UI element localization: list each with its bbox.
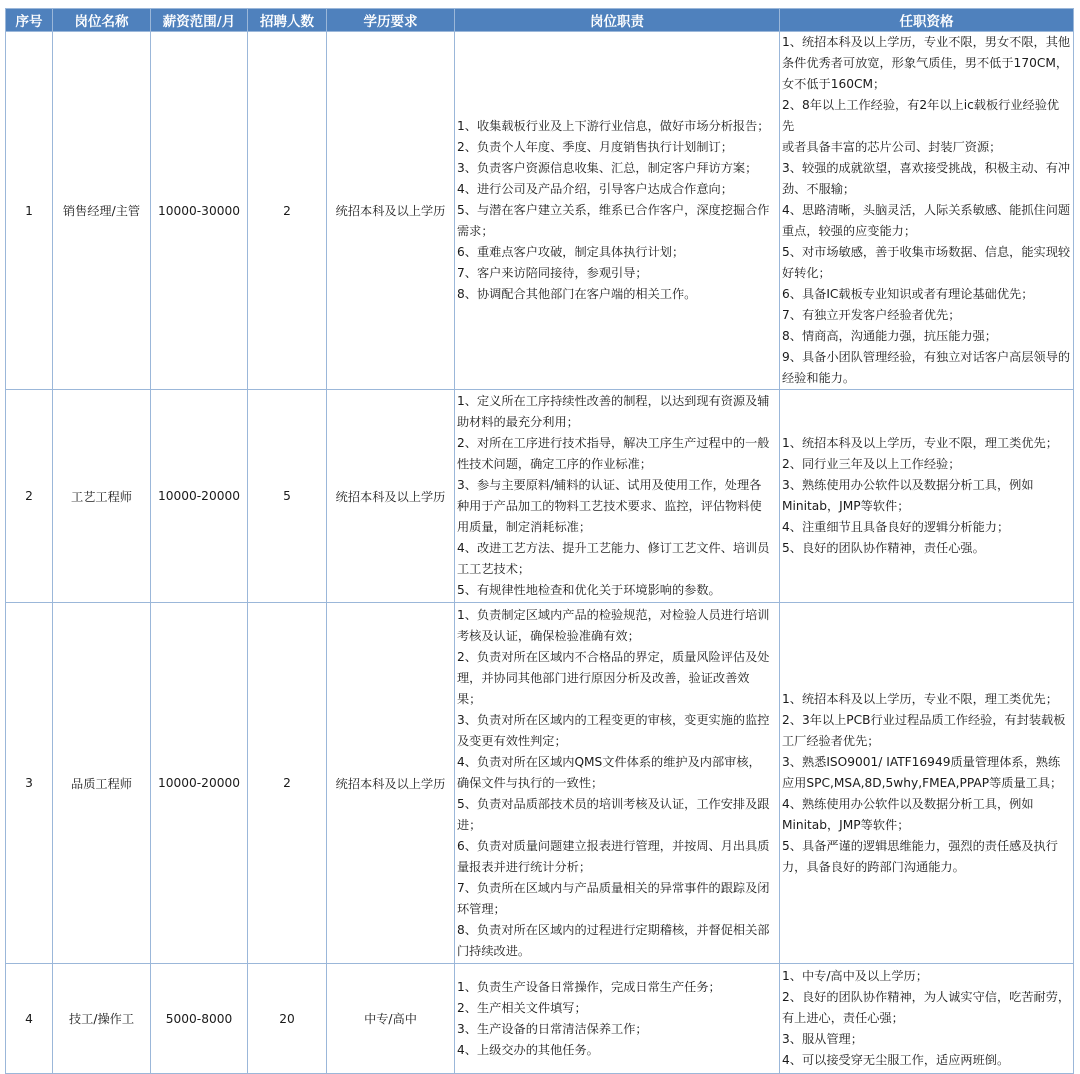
education-requirement: 中专/高中 [327, 964, 455, 1074]
salary-range: 10000-30000 [151, 32, 248, 390]
header-no: 序号 [6, 9, 53, 32]
education-requirement: 统招本科及以上学历 [327, 603, 455, 964]
headcount: 2 [248, 603, 327, 964]
requirement-line: 有上进心，责任心强； [782, 1011, 904, 1025]
duty-line: 1、负责生产设备日常操作，完成日常生产任务； [457, 979, 721, 994]
duty-line: 及变更有效性判定； [457, 733, 567, 748]
duty-line: 3、负责对所在区域内的工程变更的审核，变更实施的监控 [457, 712, 770, 727]
requirement-line: 5、良好的团队协作精神，责任心强。 [782, 541, 985, 555]
duty-line: 4、进行公司及产品介绍，引导客户达成合作意向； [457, 182, 733, 196]
requirement-line: 3、服从管理； [782, 1032, 863, 1046]
duty-line: 量报表并进行统计分析； [457, 859, 592, 874]
header-salary: 薪资范围/月 [151, 9, 248, 32]
duty-line: 3、生产设备的日常清洁保养工作； [457, 1021, 648, 1036]
row-number: 4 [6, 964, 53, 1074]
header-count: 招聘人数 [248, 9, 327, 32]
duty-line: 2、负责对所在区域内不合格品的界定，质量风险评估及处 [457, 649, 770, 664]
job-title: 工艺工程师 [53, 390, 151, 603]
table-row [6, 603, 1074, 964]
duty-line: 8、协调配合其他部门在客户端的相关工作。 [457, 287, 697, 301]
requirement-line: 经验和能力。 [782, 371, 856, 385]
table-body [6, 32, 1074, 1074]
requirement-line: 2、3年以上PCB行业过程品质工作经验，有封装载板 [782, 712, 1066, 727]
job-duties [455, 390, 780, 603]
job-duties [455, 603, 780, 964]
requirement-line: 1、统招本科及以上学历，专业不限，理工类优先； [782, 691, 1058, 706]
row-number: 1 [6, 32, 53, 390]
requirement-line: 5、对市场敏感，善于收集市场数据、信息，能实现较 [782, 245, 1071, 259]
job-duties [455, 964, 780, 1074]
requirement-line: Minitab，JMP等软件； [782, 499, 910, 513]
salary-range: 5000-8000 [151, 964, 248, 1074]
duty-line: 3、参与主要原料/辅料的认证、试用及使用工作，处理各 [457, 478, 762, 492]
headcount: 20 [248, 964, 327, 1074]
duty-line: 环管理； [457, 901, 506, 916]
row-number: 3 [6, 603, 53, 964]
header-requirements: 任职资格 [780, 9, 1074, 32]
duty-line: 考核及认证，确保检验准确有效； [457, 628, 640, 643]
header-education: 学历要求 [327, 9, 455, 32]
requirement-line: Minitab，JMP等软件； [782, 817, 910, 832]
duty-line: 5、负责对品质部技术员的培训考核及认证，工作安排及跟 [457, 796, 770, 811]
requirement-line: 7、有独立开发客户经验者优先； [782, 308, 961, 322]
duty-line: 6、重难点客户攻破，制定具体执行计划； [457, 245, 685, 259]
duty-line: 5、有规律性地检查和优化关于环境影响的参数。 [457, 583, 721, 597]
requirement-line: 劲、不服输； [782, 182, 856, 196]
header-duties: 岗位职责 [455, 9, 780, 32]
duty-line: 5、与潜在客户建立关系，维系已合作客户，深度挖掘合作 [457, 203, 770, 217]
requirement-line: 4、熟练使用办公软件以及数据分析工具，例如 [782, 796, 1034, 811]
job-requirements [780, 603, 1074, 964]
recruitment-table [5, 8, 1074, 1074]
requirement-line: 3、熟练使用办公软件以及数据分析工具，例如 [782, 478, 1034, 492]
job-title: 技工/操作工 [53, 964, 151, 1074]
duty-line: 4、上级交办的其他任务。 [457, 1042, 599, 1057]
duty-line: 用质量，制定消耗标准； [457, 520, 592, 534]
duty-line: 门持续改进。 [457, 943, 531, 958]
duty-line: 性技术问题，确定工序的作业标准； [457, 457, 652, 471]
duty-line: 理，并协同其他部门进行原因分析及改善，验证改善效 [457, 670, 750, 685]
job-requirements [780, 32, 1074, 390]
headcount: 2 [248, 32, 327, 390]
duty-line: 工工艺技术； [457, 562, 531, 576]
job-title: 品质工程师 [53, 603, 151, 964]
duty-line: 助材料的最充分利用； [457, 415, 579, 429]
requirement-line: 重点，较强的应变能力； [782, 224, 917, 238]
duty-line: 4、负责对所在区域内QMS文件体系的维护及内部审核， [457, 754, 761, 769]
requirement-line: 2、8年以上工作经验，有2年以上ic载板行业经验优先 [782, 98, 1060, 133]
requirement-line: 应用SPC,MSA,8D,5why,FMEA,PPAP等质量工具； [782, 775, 1063, 790]
duty-line: 6、负责对质量问题建立报表进行管理，并按周、月出具质 [457, 838, 770, 853]
requirement-line: 2、同行业三年及以上工作经验； [782, 457, 961, 471]
duty-line: 1、负责制定区域内产品的检验规范，对检验人员进行培训 [457, 607, 770, 622]
duty-line: 需求； [457, 224, 494, 238]
requirement-line: 力，具备良好的跨部门沟通能力。 [782, 859, 965, 874]
table-row [6, 32, 1074, 390]
duty-line: 7、客户来访陪同接待，参观引导； [457, 266, 648, 280]
job-requirements [780, 964, 1074, 1074]
duty-line: 8、负责对所在区域内的过程进行定期稽核，并督促相关部 [457, 922, 770, 937]
requirement-line: 8、情商高，沟通能力强，抗压能力强； [782, 329, 997, 343]
requirement-line: 4、可以接受穿无尘服工作，适应两班倒。 [782, 1053, 1010, 1067]
education-requirement: 统招本科及以上学历 [327, 390, 455, 603]
requirement-line: 3、熟悉ISO9001/ IATF16949质量管理体系，熟练 [782, 754, 1061, 769]
row-number: 2 [6, 390, 53, 603]
duty-line: 确保文件与执行的一致性； [457, 775, 604, 790]
requirement-line: 2、良好的团队协作精神，为人诚实守信，吃苦耐劳， [782, 990, 1071, 1004]
headcount: 5 [248, 390, 327, 603]
requirement-line: 4、注重细节且具备良好的逻辑分析能力； [782, 520, 1010, 534]
header-row [6, 9, 1074, 32]
requirement-line: 条件优秀者可放宽，形象气质佳，男不低于170CM， [782, 56, 1069, 70]
duty-line: 果； [457, 691, 482, 706]
duty-line: 3、负责客户资源信息收集、汇总，制定客户拜访方案； [457, 161, 758, 175]
duty-line: 2、生产相关文件填写； [457, 1000, 587, 1015]
requirement-line: 好转化； [782, 266, 831, 280]
job-duties [455, 32, 780, 390]
salary-range: 10000-20000 [151, 390, 248, 603]
requirement-line: 4、思路清晰，头脑灵活，人际关系敏感、能抓住问题 [782, 203, 1071, 217]
education-requirement: 统招本科及以上学历 [327, 32, 455, 390]
duty-line: 2、负责个人年度、季度、月度销售执行计划制订； [457, 140, 733, 154]
duty-line: 1、定义所在工序持续性改善的制程，以达到现有资源及辅 [457, 394, 770, 408]
requirement-line: 女不低于160CM； [782, 77, 886, 91]
duty-line: 4、改进工艺方法、提升工艺能力、修订工艺文件、培训员 [457, 541, 770, 555]
job-requirements [780, 390, 1074, 603]
requirement-line: 9、具备小团队管理经验，有独立对话客户高层领导的 [782, 350, 1071, 364]
duty-line: 7、负责所在区域内与产品质量相关的异常事件的跟踪及闭 [457, 880, 770, 895]
salary-range: 10000-20000 [151, 603, 248, 964]
requirement-line: 5、具备严谨的逻辑思维能力，强烈的责任感及执行 [782, 838, 1058, 853]
table-row [6, 964, 1074, 1074]
requirement-line: 1、统招本科及以上学历，专业不限，男女不限，其他 [782, 35, 1071, 49]
header-title: 岗位名称 [53, 9, 151, 32]
duty-line: 1、收集载板行业及上下游行业信息，做好市场分析报告； [457, 119, 770, 133]
requirement-line: 1、统招本科及以上学历，专业不限，理工类优先； [782, 436, 1058, 450]
job-title: 销售经理/主管 [53, 32, 151, 390]
duty-line: 进； [457, 817, 482, 832]
requirement-line: 3、较强的成就欲望，喜欢接受挑战，积极主动、有冲 [782, 161, 1071, 175]
table-row [6, 390, 1074, 603]
duty-line: 2、对所在工序进行技术指导，解决工序生产过程中的一般 [457, 436, 770, 450]
requirement-line: 1、中专/高中及以上学历； [782, 969, 928, 983]
requirement-line: 工厂经验者优先； [782, 733, 880, 748]
duty-line: 种用于产品加工的物料工艺技术要求、监控，评估物料使 [457, 499, 762, 513]
requirement-line: 或者具备丰富的芯片公司、封装厂资源； [782, 140, 1002, 154]
requirement-line: 6、具备IC载板专业知识或者有理论基础优先； [782, 287, 1034, 301]
